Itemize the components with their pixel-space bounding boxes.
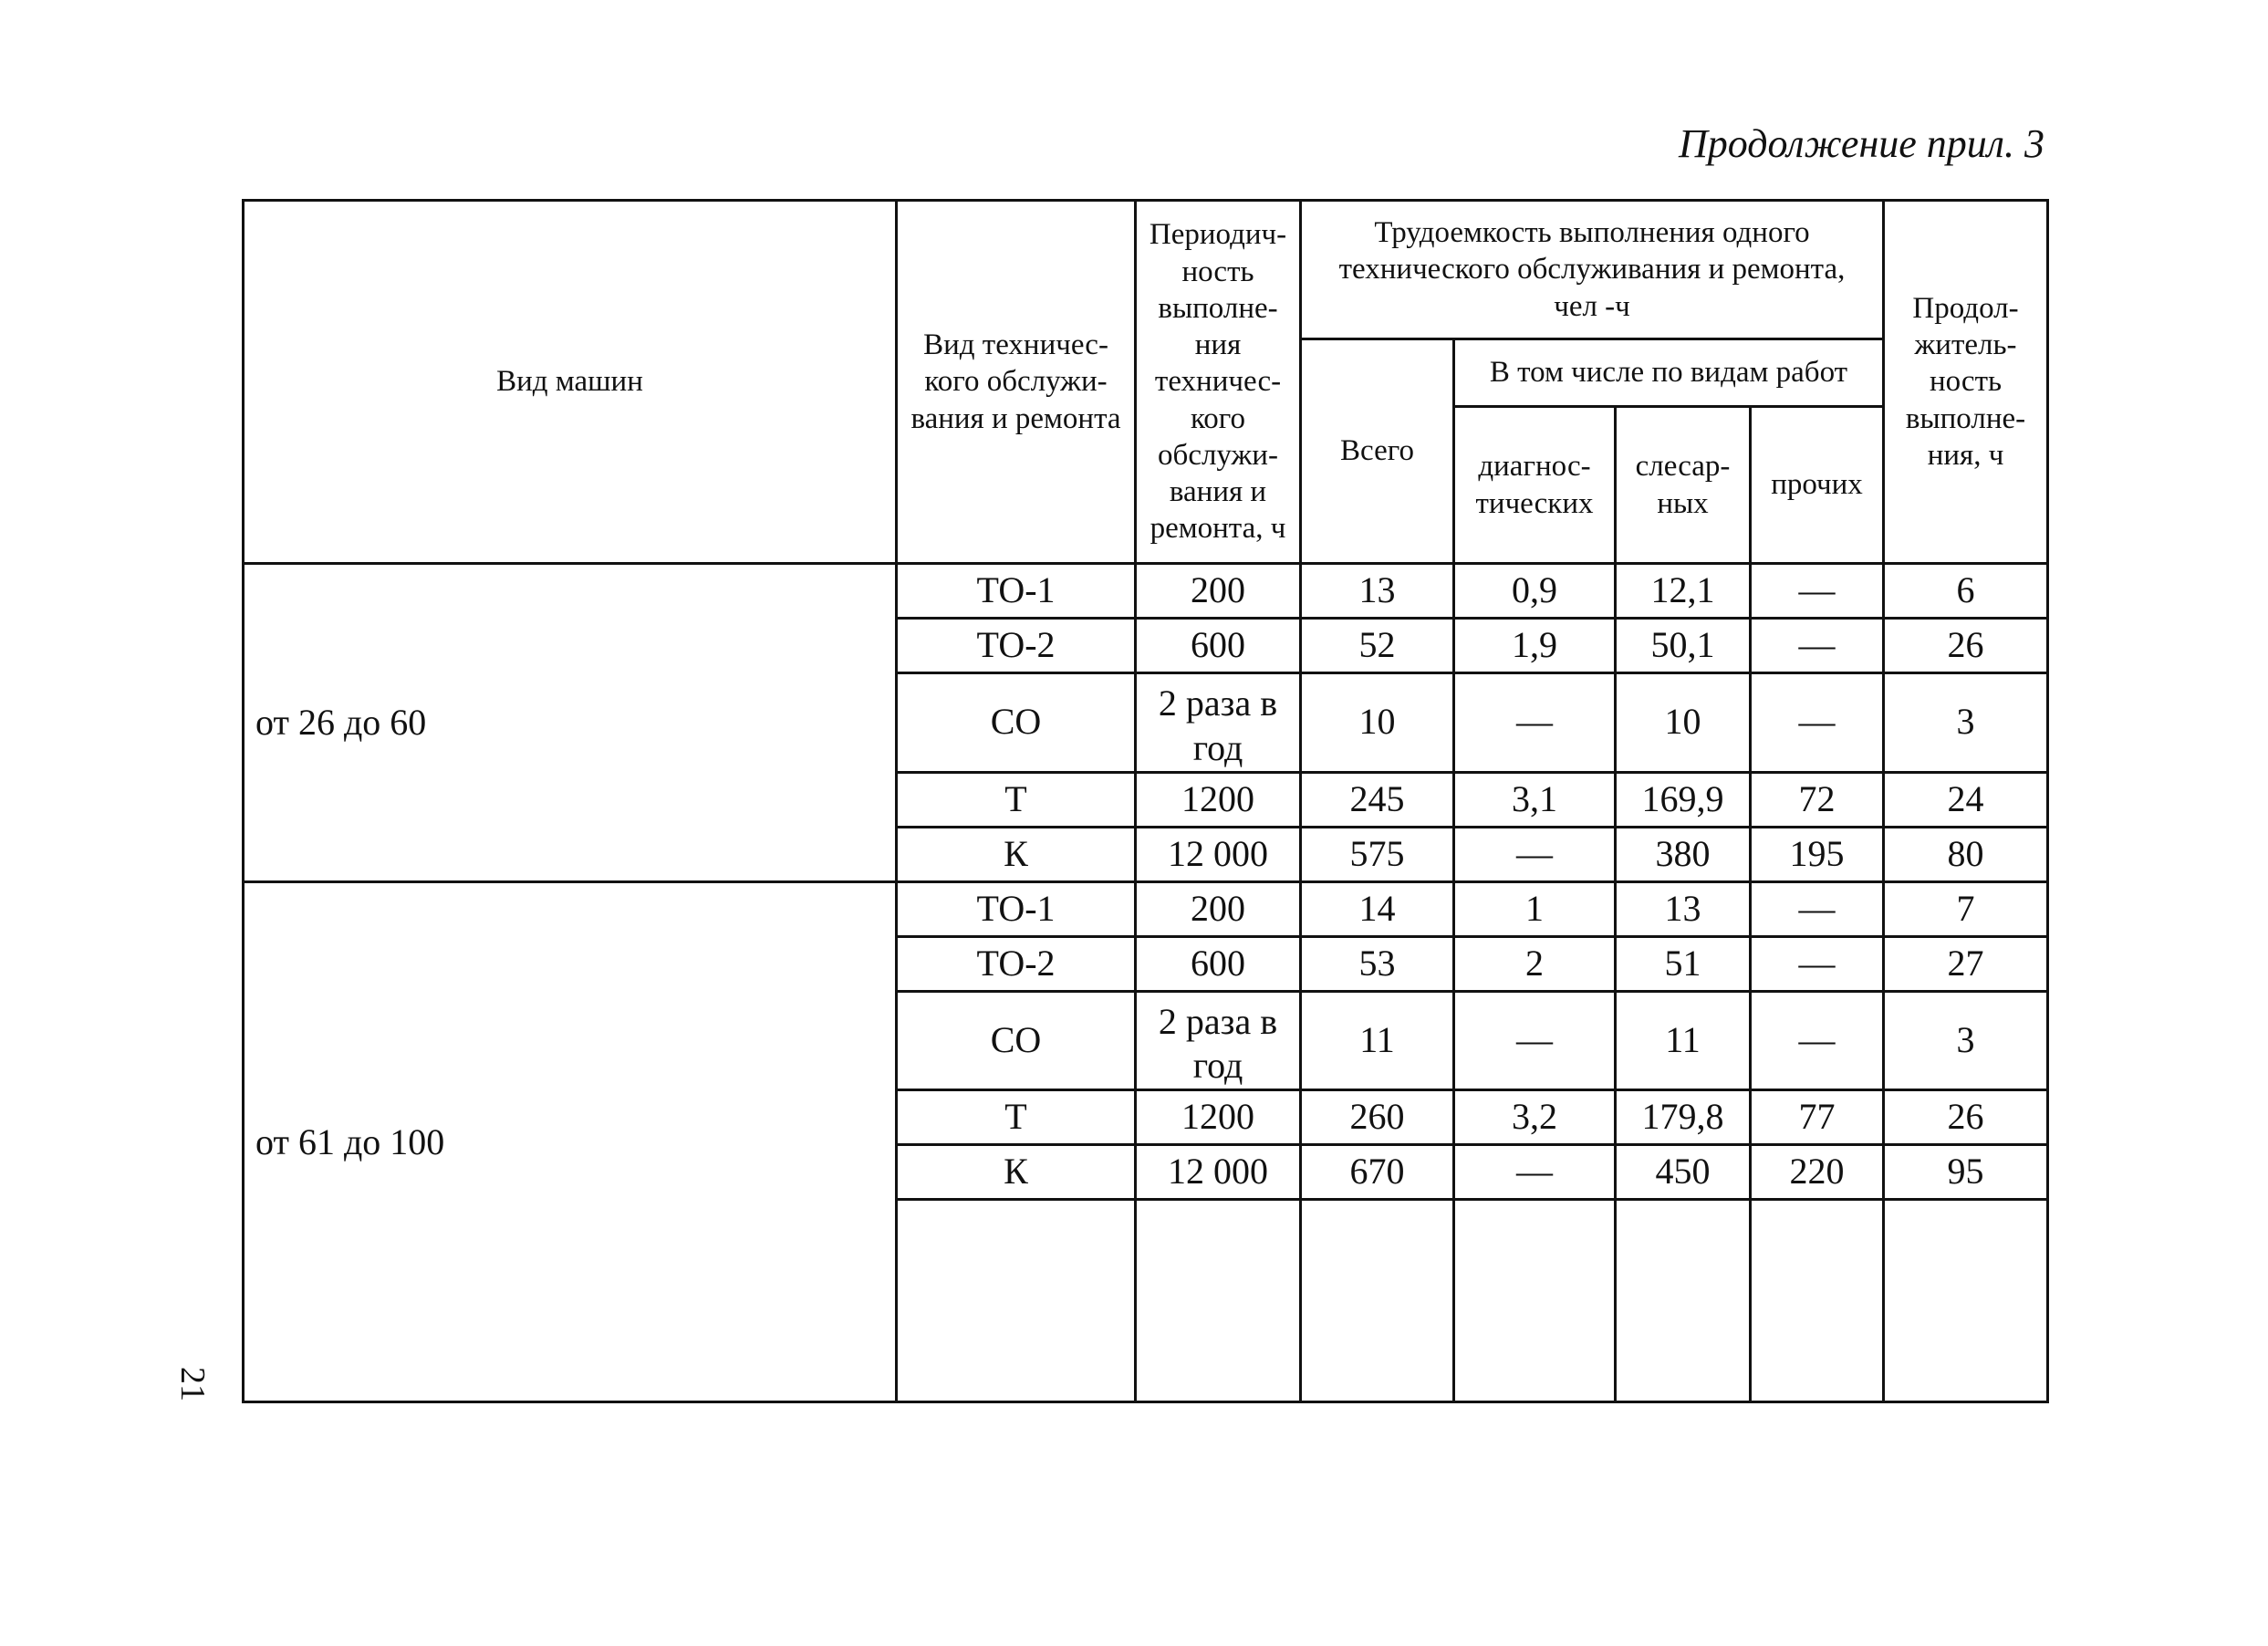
duration-cell: 3: [1884, 991, 2048, 1090]
diagnostic-cell: —: [1454, 991, 1616, 1090]
periodicity-cell: 1200: [1136, 772, 1301, 827]
diagnostic-cell: 1: [1454, 881, 1616, 936]
header-periodicity: Периодич-ность выполне-ния техничес-кого обслужи-вания и ремонта, ч: [1136, 201, 1301, 564]
blank-cell: [897, 1200, 1136, 1402]
total-cell: 575: [1301, 827, 1454, 881]
header-labor: Трудоемкость выполнения одного технического обслуживания и ремонта, чел -ч: [1301, 201, 1884, 339]
service-type-cell: СО: [897, 673, 1136, 773]
diagnostic-cell: 1,9: [1454, 619, 1616, 673]
diagnostic-cell: —: [1454, 673, 1616, 773]
blank-cell: [1301, 1200, 1454, 1402]
periodicity-cell: 2 раза в год: [1136, 673, 1301, 773]
blank-cell: [1136, 1200, 1301, 1402]
header-duration: Продол-житель-ность выполне-ния, ч: [1884, 201, 2048, 564]
locksmith-cell: 51: [1616, 936, 1751, 991]
periodicity-cell: 12 000: [1136, 827, 1301, 881]
locksmith-cell: 179,8: [1616, 1090, 1751, 1145]
locksmith-cell: 13: [1616, 881, 1751, 936]
table-row: [244, 564, 2048, 619]
periodicity-cell: 12 000: [1136, 1145, 1301, 1200]
periodicity-cell: 600: [1136, 619, 1301, 673]
blank-cell: [1454, 1200, 1616, 1402]
total-cell: 10: [1301, 673, 1454, 773]
total-cell: 13: [1301, 564, 1454, 619]
table-row: [244, 881, 2048, 936]
locksmith-cell: 50,1: [1616, 619, 1751, 673]
other-cell: 195: [1751, 827, 1884, 881]
locksmith-cell: 10: [1616, 673, 1751, 773]
header-total: Всего: [1301, 339, 1454, 564]
duration-cell: 80: [1884, 827, 2048, 881]
service-type-cell: СО: [897, 991, 1136, 1090]
diagnostic-cell: —: [1454, 1145, 1616, 1200]
duration-cell: 7: [1884, 881, 2048, 936]
blank-cell: [1616, 1200, 1751, 1402]
total-cell: 52: [1301, 619, 1454, 673]
other-cell: —: [1751, 564, 1884, 619]
locksmith-cell: 12,1: [1616, 564, 1751, 619]
diagnostic-cell: 3,2: [1454, 1090, 1616, 1145]
other-cell: —: [1751, 991, 1884, 1090]
blank-cell: [1884, 1200, 2048, 1402]
service-type-cell: Т: [897, 772, 1136, 827]
diagnostic-cell: 2: [1454, 936, 1616, 991]
machine-type-cell: от 26 до 60: [244, 564, 897, 882]
diagnostic-cell: —: [1454, 827, 1616, 881]
header-locksmith: слесар-ных: [1616, 407, 1751, 564]
blank-cell: [1751, 1200, 1884, 1402]
duration-cell: 6: [1884, 564, 2048, 619]
service-type-cell: ТО-2: [897, 619, 1136, 673]
duration-cell: 95: [1884, 1145, 2048, 1200]
locksmith-cell: 169,9: [1616, 772, 1751, 827]
periodicity-cell: 200: [1136, 881, 1301, 936]
other-cell: 77: [1751, 1090, 1884, 1145]
duration-cell: 26: [1884, 619, 2048, 673]
total-cell: 53: [1301, 936, 1454, 991]
other-cell: 72: [1751, 772, 1884, 827]
header-other: прочих: [1751, 407, 1884, 564]
service-type-cell: ТО-1: [897, 564, 1136, 619]
periodicity-cell: 600: [1136, 936, 1301, 991]
header-by-work-types: В том числе по видам работ: [1454, 339, 1884, 407]
service-type-cell: К: [897, 1145, 1136, 1200]
header-service-type: Вид техничес-кого обслужи-вания и ремонта: [897, 201, 1136, 564]
header-diagnostic: диагнос-тических: [1454, 407, 1616, 564]
other-cell: —: [1751, 881, 1884, 936]
periodicity-cell: 200: [1136, 564, 1301, 619]
locksmith-cell: 11: [1616, 991, 1751, 1090]
maintenance-table: [242, 199, 2049, 1403]
machine-type-cell: от 61 до 100: [244, 881, 897, 1402]
other-cell: —: [1751, 673, 1884, 773]
other-cell: —: [1751, 936, 1884, 991]
header-machine-type: Вид машин: [244, 201, 897, 564]
duration-cell: 24: [1884, 772, 2048, 827]
total-cell: 11: [1301, 991, 1454, 1090]
diagnostic-cell: 0,9: [1454, 564, 1616, 619]
total-cell: 260: [1301, 1090, 1454, 1145]
service-type-cell: ТО-1: [897, 881, 1136, 936]
service-type-cell: Т: [897, 1090, 1136, 1145]
locksmith-cell: 450: [1616, 1145, 1751, 1200]
total-cell: 670: [1301, 1145, 1454, 1200]
table-caption: Продолжение прил. 3: [1679, 121, 2044, 166]
diagnostic-cell: 3,1: [1454, 772, 1616, 827]
page-number: 21: [173, 1367, 212, 1401]
duration-cell: 27: [1884, 936, 2048, 991]
periodicity-cell: 2 раза в год: [1136, 991, 1301, 1090]
service-type-cell: К: [897, 827, 1136, 881]
duration-cell: 26: [1884, 1090, 2048, 1145]
other-cell: 220: [1751, 1145, 1884, 1200]
locksmith-cell: 380: [1616, 827, 1751, 881]
total-cell: 245: [1301, 772, 1454, 827]
periodicity-cell: 1200: [1136, 1090, 1301, 1145]
service-type-cell: ТО-2: [897, 936, 1136, 991]
total-cell: 14: [1301, 881, 1454, 936]
duration-cell: 3: [1884, 673, 2048, 773]
header-row-1: [244, 201, 2048, 339]
other-cell: —: [1751, 619, 1884, 673]
